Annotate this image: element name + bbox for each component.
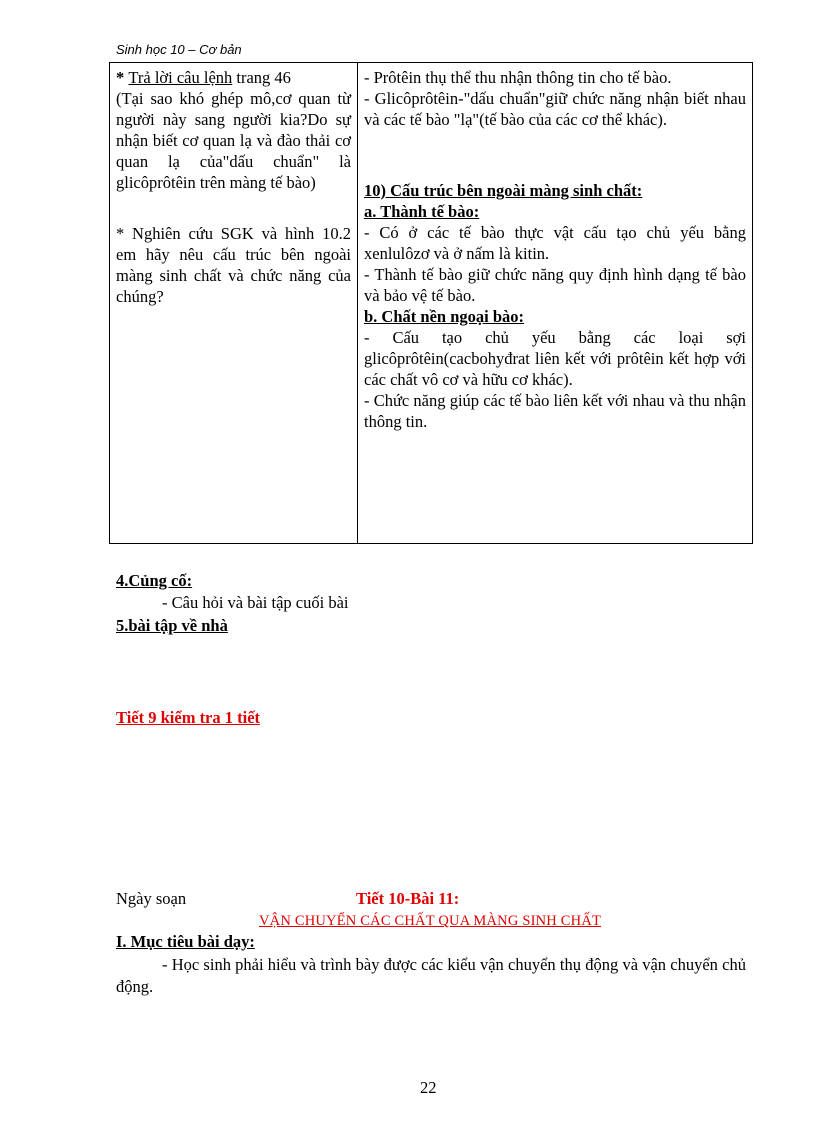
matrix-heading: b. Chất nền ngoại bào:: [364, 307, 524, 326]
answer-2: - Glicôprôtêin-"dấu chuẩn"giữ chức năng nhận biết nhau và các tế bào "lạ"(tế bào của các cơ thể khác).: [364, 89, 746, 129]
exam-title: Tiết 9 kiểm tra 1 tiết: [116, 708, 261, 727]
question-1-label: Trả lời câu lệnh: [128, 68, 233, 87]
running-header: Sinh học 10 – Cơ bản: [116, 42, 242, 57]
star-marker: *: [116, 68, 129, 87]
question-1-body: (Tại sao khó ghép mô,cơ quan từ người này sang người kia?Do sự nhận biết cơ quan lạ và đào thải cơ quan lạ của"dấu chuẩn" là glicôprôtêin trên màng tế bào): [116, 89, 351, 192]
homework-title: 5.bài tập về nhà: [116, 616, 228, 635]
lesson-title: Tiết 10-Bài 11:: [356, 889, 460, 908]
objective-1: - Học sinh phải hiểu và trình bày được các kiểu vận chuyển thụ động và vận chuyển chủ động.: [116, 955, 746, 996]
date-label: Ngày soạn: [116, 889, 187, 908]
question-1: [116, 67, 351, 88]
structure-heading: 10) Cấu trúc bên ngoài màng sinh chất:: [364, 181, 643, 200]
question-2: * Nghiên cứu SGK và hình 10.2 em hãy nêu cấu trúc bên ngoài màng sinh chất và chức năng của chúng?: [116, 224, 351, 306]
answer-column: [358, 63, 753, 544]
cell-wall-text-2: - Thành tế bào giữ chức năng quy định hình dạng tế bào và bảo vệ tế bào.: [364, 265, 746, 305]
objectives-title: I. Mục tiêu bài dạy:: [116, 932, 255, 951]
answer-1: - Prôtêin thụ thể thu nhận thông tin cho tế bào.: [364, 68, 672, 87]
matrix-text-1: - Cấu tạo chủ yếu bằng các loại sợi glicôprôtêin(cacbohyđrat liên kết với prôtêin kết hợp với các chất vô cơ và hữu cơ khác).: [364, 328, 746, 389]
page-number: 22: [420, 1078, 437, 1097]
consolidate-item: - Câu hỏi và bài tập cuối bài: [162, 593, 349, 612]
lesson-subtitle: VẬN CHUYỂN CÁC CHẤT QUA MÀNG SINH CHẤT: [259, 913, 602, 929]
cell-wall-text-1: - Có ở các tế bào thực vật cấu tạo chủ yếu bằng xenlulôzơ và ở nấm là kitin.: [364, 223, 746, 263]
consolidate-title: 4.Củng cố:: [116, 571, 193, 590]
content-table: [109, 62, 753, 544]
matrix-text-2: - Chức năng giúp các tế bào liên kết với nhau và thu nhận thông tin.: [364, 391, 746, 431]
cell-wall-heading: a. Thành tế bào:: [364, 202, 480, 221]
question-column: [110, 63, 358, 544]
question-1-page: trang 46: [232, 68, 291, 87]
